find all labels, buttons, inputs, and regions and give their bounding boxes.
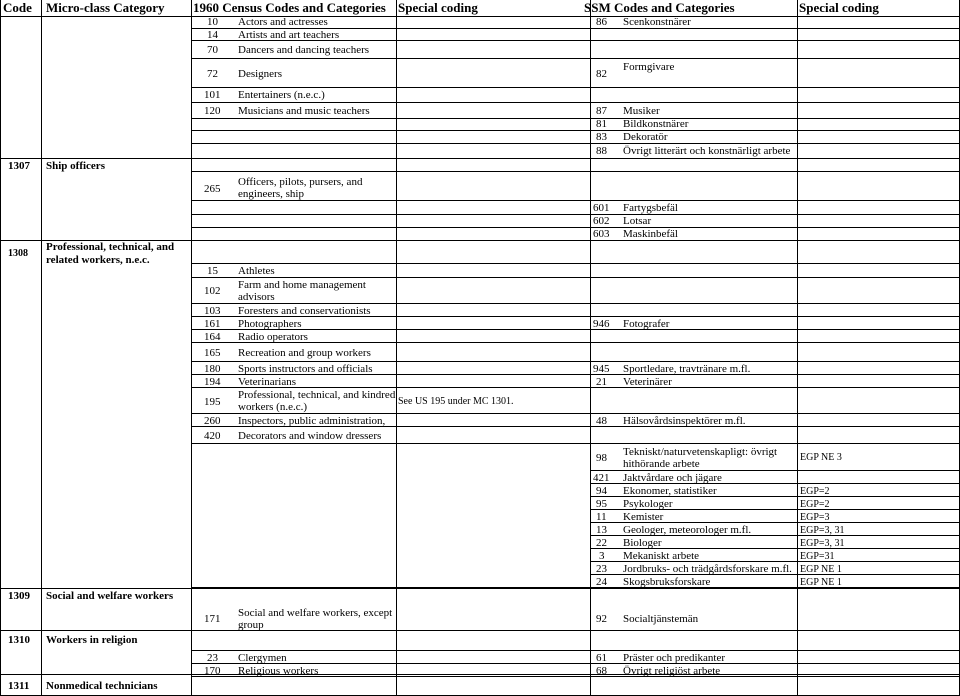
census-code: 14: [207, 29, 218, 41]
census-label: Social and welfare workers, except: [238, 607, 393, 619]
micro-code: 1310: [8, 634, 30, 646]
header-special-coding-1: Special coding: [398, 0, 478, 15]
census-code: 170: [204, 665, 221, 677]
ssm-code: 602: [593, 215, 610, 227]
ssm-label: Präster och predikanter: [623, 652, 726, 664]
ssm-code: 601: [593, 202, 610, 214]
census-label: Inspectors, public administration,: [238, 415, 386, 427]
census-label: Farm and home management: [238, 279, 366, 291]
micro-code: 1309: [8, 590, 30, 602]
header-census: 1960 Census Codes and Categories: [193, 0, 386, 15]
census-label: Dancers and dancing teachers: [238, 44, 370, 56]
ssm-code: 3: [599, 550, 605, 562]
census-label: Sports instructors and officials: [238, 363, 373, 375]
micro-label: Ship officers: [46, 160, 105, 172]
ssm-code: 88: [596, 145, 607, 157]
header-code: Code: [3, 0, 32, 15]
ssm-label: Skogsbruksforskare: [623, 576, 711, 588]
ssm-code: 48: [596, 415, 607, 427]
ssm-code: 945: [593, 363, 610, 375]
ssm-code: 94: [596, 485, 607, 497]
ssm-label: Övrigt litterärt och konstnärligt arbete: [623, 145, 791, 157]
ssm-label: Ekonomer, statistiker: [623, 485, 717, 497]
census-code: 70: [207, 44, 218, 56]
ssm-label: Jordbruks- och trädgårdsforskare m.fl.: [623, 563, 792, 575]
ssm-special: EGP NE 1: [800, 564, 842, 575]
ssm-special: EGP NE 1: [800, 577, 842, 588]
ssm-special: EGP=3, 31: [800, 525, 845, 536]
micro-code: 1307: [8, 160, 30, 172]
ssm-code: 92: [596, 613, 607, 625]
ssm-label: Övrigt religiöst arbete: [623, 665, 721, 677]
ssm-label: Lotsar: [623, 215, 652, 227]
ssm-code: 21: [596, 376, 607, 388]
census-label: Clergymen: [238, 652, 287, 664]
census-code: 10: [207, 16, 218, 28]
census-label: Photographers: [238, 318, 302, 330]
ssm-label: Mekaniskt arbete: [623, 550, 700, 562]
ssm-code: 421: [593, 472, 610, 484]
census-label: Designers: [238, 68, 282, 80]
ssm-code: 23: [596, 563, 607, 575]
ssm-label: Veterinärer: [623, 376, 672, 388]
census-label: Artists and art teachers: [238, 29, 340, 41]
ssm-special: EGP NE 3: [800, 452, 842, 463]
census-code: 72: [207, 68, 218, 80]
ssm-code: 11: [596, 511, 607, 523]
micro-label-line2: related workers, n.e.c.: [46, 254, 150, 266]
census-code: 101: [204, 89, 221, 101]
census-code: 120: [204, 105, 221, 117]
ssm-code: 86: [596, 16, 607, 28]
census-code: 180: [204, 363, 221, 375]
census-label-line2: workers (n.e.c.): [238, 401, 308, 413]
ssm-code: 24: [596, 576, 607, 588]
ssm-label: Fotografer: [623, 318, 670, 330]
census-label: Professional, technical, and kindred: [238, 389, 396, 401]
ssm-code: 61: [596, 652, 607, 664]
census-code: 171: [204, 613, 221, 625]
ssm-label: Jaktvårdare och jägare: [623, 472, 722, 484]
census-code: 265: [204, 183, 221, 195]
ssm-label: Formgivare: [623, 61, 675, 73]
header-micro-class: Micro-class Category: [46, 0, 165, 15]
ssm-code: 603: [593, 228, 610, 240]
ssm-code: 95: [596, 498, 607, 510]
ssm-special: EGP=3: [800, 512, 830, 523]
census-label: Veterinarians: [238, 376, 297, 388]
ssm-code: 13: [596, 524, 607, 536]
micro-label: Professional, technical, and: [46, 241, 175, 253]
ssm-special: EGP=3, 31: [800, 538, 845, 549]
census-code: 165: [204, 347, 221, 359]
census-code: 15: [207, 265, 218, 277]
census-code: 164: [204, 331, 221, 343]
ssm-label: Hälsovårdsinspektörer m.fl.: [623, 415, 746, 427]
ssm-special: EGP=31: [800, 551, 835, 562]
ssm-code: 946: [593, 318, 610, 330]
census-label: Radio operators: [238, 331, 308, 343]
micro-label: Workers in religion: [46, 634, 138, 646]
ssm-label: Bildkonstnärer: [623, 118, 689, 130]
ssm-label: Maskinbefäl: [623, 228, 678, 240]
census-label: Foresters and conservationists: [238, 305, 371, 317]
ssm-code: 68: [596, 665, 607, 677]
micro-label: Nonmedical technicians: [46, 680, 158, 692]
census-label: Officers, pilots, pursers, and: [238, 176, 363, 188]
ssm-label: Socialtjänstemän: [623, 613, 699, 625]
census-label-line2: group: [238, 619, 264, 631]
ssm-code: 98: [596, 452, 607, 464]
header-special-coding-2: Special coding: [799, 0, 879, 15]
ssm-label: Sportledare, travtränare m.fl.: [623, 363, 751, 375]
table-header: [0, 0, 960, 16]
census-special-note: See US 195 under MC 1301.: [398, 396, 514, 407]
ssm-label: Fartygsbefäl: [623, 202, 678, 214]
ssm-label: Kemister: [623, 511, 664, 523]
micro-code: 1308: [8, 248, 28, 259]
ssm-label: Dekoratör: [623, 131, 668, 143]
micro-code: 1311: [8, 680, 30, 692]
census-code: 420: [204, 430, 221, 442]
census-code: 195: [204, 396, 221, 408]
ssm-label: Psykologer: [623, 498, 673, 510]
micro-label: Social and welfare workers: [46, 590, 174, 602]
census-code: 161: [204, 318, 221, 330]
ssm-label: Geologer, meteorologer m.fl.: [623, 524, 752, 536]
census-label: Musicians and music teachers: [238, 105, 370, 117]
census-code: 194: [204, 376, 221, 388]
census-label-line2: advisors: [238, 291, 275, 303]
census-code: 102: [204, 285, 221, 297]
ssm-label: Musiker: [623, 105, 660, 117]
ssm-label: Biologer: [623, 537, 662, 549]
census-label: Decorators and window dressers: [238, 430, 382, 442]
census-label: Recreation and group workers: [238, 347, 371, 359]
census-code: 23: [207, 652, 218, 664]
ssm-label: Scenkonstnärer: [623, 16, 691, 28]
census-code: 103: [204, 305, 221, 317]
ssm-code: 83: [596, 131, 607, 143]
ssm-special: EGP=2: [800, 499, 830, 510]
census-label: Religious workers: [238, 665, 319, 677]
ssm-code: 82: [596, 68, 607, 80]
ssm-special: EGP=2: [800, 486, 830, 497]
ssm-code: 87: [596, 105, 607, 117]
census-code: 260: [204, 415, 221, 427]
census-label: Actors and actresses: [238, 16, 328, 28]
census-label: Entertainers (n.e.c.): [238, 89, 325, 101]
ssm-label: Tekniskt/naturvetenskapligt: övrigt: [623, 446, 778, 458]
ssm-label-line2: hithörande arbete: [623, 458, 700, 470]
header-ssm: SSM Codes and Categories: [584, 0, 735, 15]
census-label: Athletes: [238, 265, 275, 277]
census-label-line2: engineers, ship: [238, 188, 304, 200]
ssm-code: 22: [596, 537, 607, 549]
ssm-code: 81: [596, 118, 607, 130]
